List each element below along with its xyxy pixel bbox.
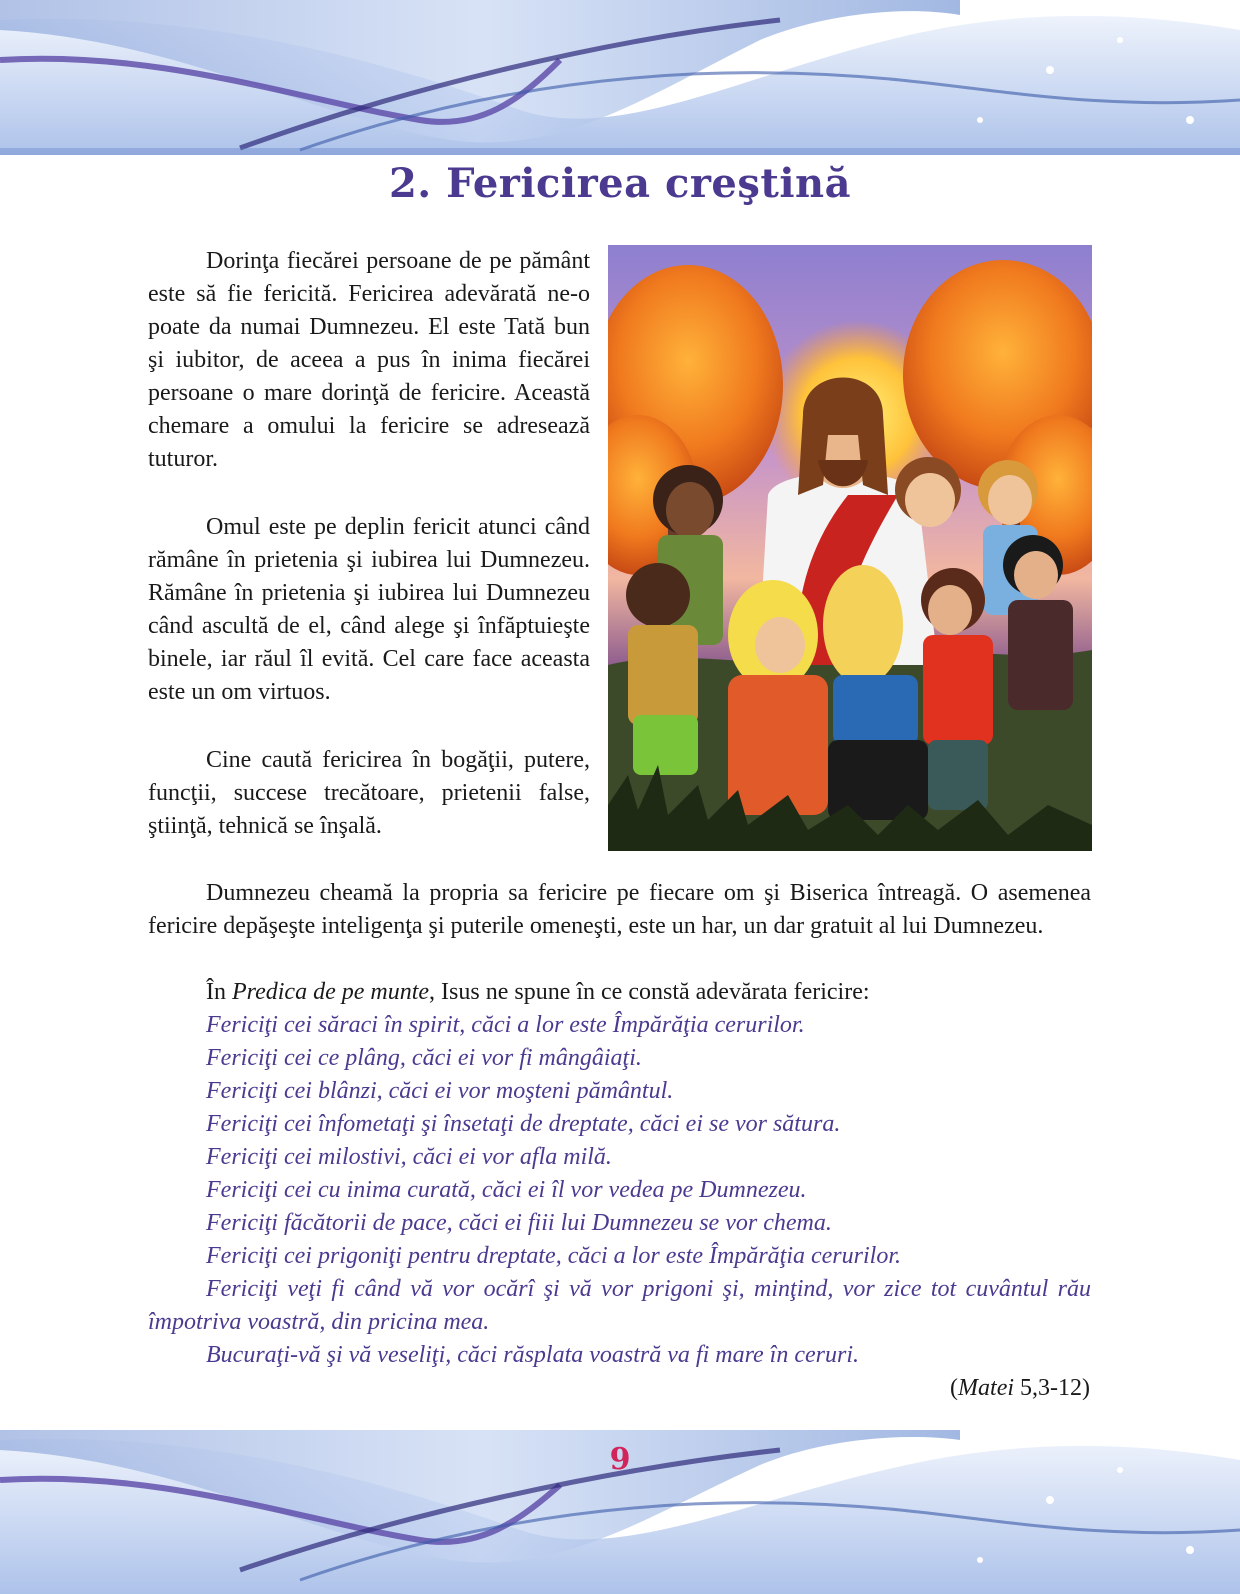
jesus-with-children-illustration xyxy=(608,245,1092,851)
beatitude-line: Fericiţi cei înfometaţi şi însetaţi de dreptate, căci ei se vor sătura. xyxy=(206,1111,841,1137)
beatitude-line: Fericiţi cei blânzi, căci ei vor moşteni pământul. xyxy=(206,1078,674,1104)
paragraph-god-calls: Dumnezeu cheamă la propria sa fericire pe fiecare om şi Biserica întreagă. O asemenea fericire depăşeşte inteligenţa şi puterile omeneşti, este un har, un dar gratuit al lui Dumnezeu. xyxy=(148,880,1091,939)
beatitude-line: Fericiţi veţi fi când vă vor ocărî şi vă vor prigoni şi, minţind, vor zice tot cuvântul rău împotriva voastră, din pricina mea. xyxy=(148,1276,1091,1335)
paragraph-happiness-desire: Dorinţa fiecărei persoane de pe pământ este să fie fericită. Fericirea adevărată ne-o poate da numai Dumnezeu. El este Tată bun şi iubitor, de aceea a pus în inima fiecărei persoane o mare dorinţă de fericire. Această chemare a omului la fericire se adresează tuturor. xyxy=(148,248,590,472)
paragraph-sermon-intro xyxy=(148,976,1091,1009)
paragraph-false-happiness: Cine caută fericirea în bogăţii, putere, funcţii, succese trecătoare, prietenii false, ştiinţă, tehnică se înşală. xyxy=(148,747,590,839)
bible-reference: (Matei 5,3-12) xyxy=(950,1375,1090,1401)
top-wave-banner xyxy=(0,0,1240,155)
sermon-title: Predica de pe munte xyxy=(232,979,430,1005)
beatitude-line: Bucuraţi-vă şi vă veseliţi, căci răsplata voastră va fi mare în ceruri. xyxy=(206,1342,859,1368)
beatitude-line: Fericiţi cei prigoniţi pentru dreptate, căci a lor este Împărăţia cerurilor. xyxy=(206,1243,902,1269)
bible-book: Matei xyxy=(958,1375,1015,1401)
sermon-intro-start: În xyxy=(206,979,232,1005)
page-number: 9 xyxy=(609,1442,631,1477)
paragraph-friendship-with-god: Omul este pe deplin fericit atunci când rămâne în prietenia şi iubirea lui Dumnezeu. Rămâne în prietenia şi iubirea lui Dumnezeu când ascultă de el, când alege şi înfăptuieşte binele, iar răul îl evită. Cel care face aceasta este un om virtuos. xyxy=(148,514,590,705)
beatitude-line: Fericiţi cei ce plâng, căci ei vor fi mângâiaţi. xyxy=(206,1045,642,1071)
beatitude-line: Fericiţi cei milostivi, căci ei vor afla milă. xyxy=(206,1144,612,1170)
sermon-intro-end: , Isus ne spune în ce constă adevărata fericire: xyxy=(429,979,870,1005)
page-title: 2. Fericirea creştină xyxy=(388,160,852,207)
beatitude-line: Fericiţi făcătorii de pace, căci ei fiii lui Dumnezeu se vor chema. xyxy=(206,1210,832,1236)
beatitude-line: Fericiţi cei săraci în spirit, căci a lor este Împărăţia cerurilor. xyxy=(206,1012,805,1038)
beatitude-line: Fericiţi cei cu inima curată, căci ei îl vor vedea pe Dumnezeu. xyxy=(206,1177,807,1203)
